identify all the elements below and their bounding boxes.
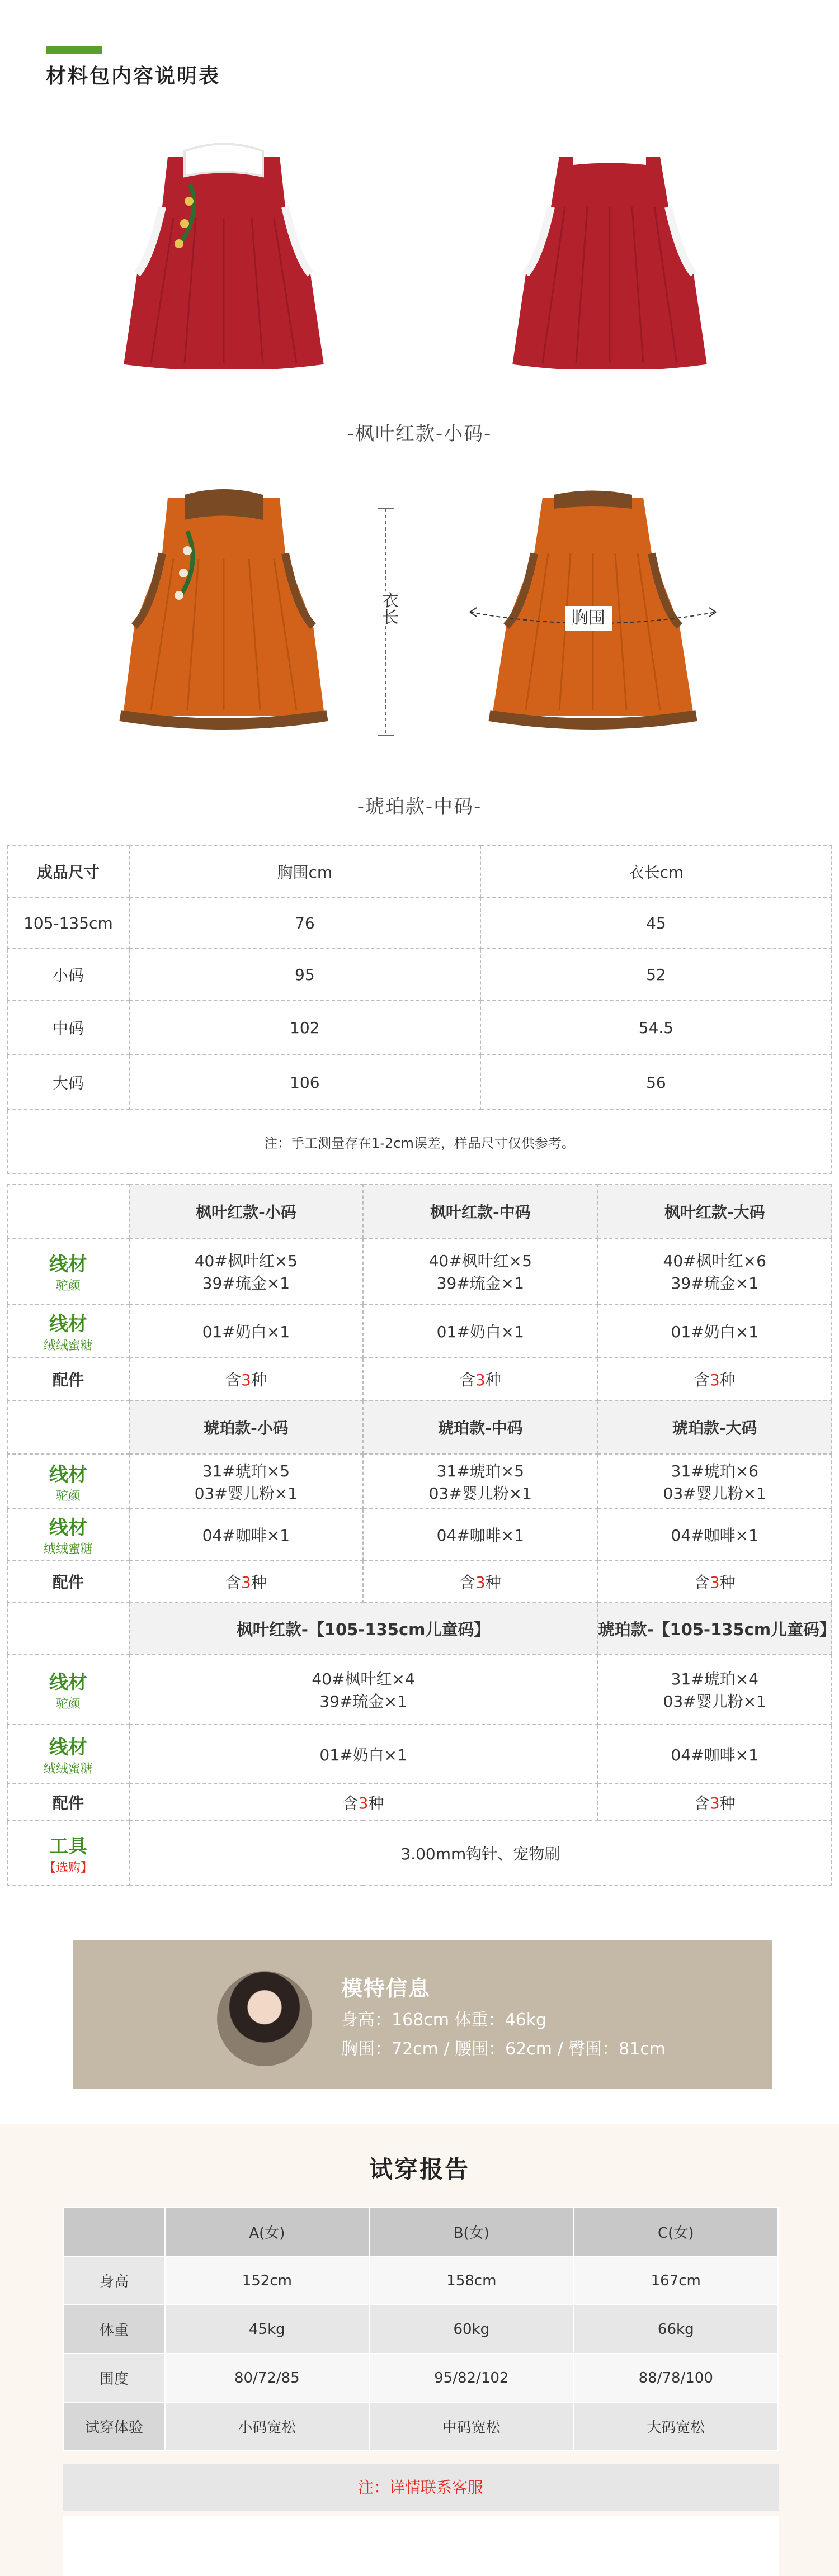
acc-prefix: 含 [459,1573,475,1592]
acc-suffix: 种 [485,1573,501,1592]
variant-header: 琥珀款-小码 [129,1400,363,1454]
yarn-line: 39#琉金×1 [319,1692,407,1711]
accessory-cell [363,1560,597,1603]
yarn-line: 40#枫叶红×5 [194,1252,298,1270]
empty-corner-cell [7,1400,129,1454]
material-table [7,1184,836,1886]
table-row [7,1654,832,1725]
acc-prefix: 含 [694,1573,710,1592]
table-row [7,1560,832,1603]
model-info-card [73,1940,772,2089]
model-info-line: 身高：168cm 体重：46kg [341,2010,547,2030]
yarn-row-label [7,1654,129,1725]
red-vest-back-image [475,134,744,391]
red-vest-front-image [89,134,358,391]
yarn-line: 31#琥珀×5 [202,1462,290,1480]
yarn-line: 31#琥珀×4 [671,1670,758,1688]
yarn-line: 39#琉金×1 [202,1274,290,1292]
table-row [63,2305,778,2354]
yarn-row-label [7,1454,129,1509]
acc-count: 3 [241,1371,251,1389]
accessory-cell [129,1784,598,1821]
acc-count: 3 [475,1371,486,1389]
yarn2-row-label [7,1304,129,1358]
amber-vest-front-image [84,481,364,744]
amber-vest-caption: -琥珀款-中码- [357,795,482,818]
model-avatar [217,1971,312,2066]
report-cell: 45kg [165,2305,369,2354]
report-cell: 60kg [369,2305,573,2354]
chest-cell: 102 [129,1000,480,1055]
length-cell: 45 [480,897,832,949]
chest-cell: 95 [129,949,480,1000]
accessory-row-label: 配件 [7,1560,129,1603]
report-col-header: B(女) [369,2208,573,2256]
yarn-cell: 04#咖啡×1 [597,1725,832,1784]
report-row-label: 身高 [63,2256,165,2305]
accessory-row-label: 配件 [7,1784,129,1821]
chest-cell: 106 [129,1055,480,1110]
tool-optional-label: 【选购】 [43,1861,93,1875]
report-header-row [63,2208,778,2256]
report-cell: 80/72/85 [165,2354,369,2402]
report-title: 试穿报告 [369,2156,470,2183]
size-cell: 大码 [7,1055,129,1110]
chest-cell: 76 [129,897,480,949]
table-row [7,1725,832,1784]
yarn-line: 03#婴儿粉×1 [663,1484,766,1503]
report-table [63,2207,779,2451]
report-cell: 66kg [574,2305,778,2354]
material-group1-header [7,1185,832,1238]
acc-count: 3 [709,1794,720,1812]
acc-prefix: 含 [694,1371,710,1389]
header-accent-bar [46,46,102,54]
size-table [7,845,832,1174]
report-row-label: 体重 [63,2305,165,2354]
accessory-cell [597,1358,832,1400]
empty-corner-cell [7,1603,129,1654]
report-col-header: A(女) [165,2208,369,2256]
table-row [7,897,832,949]
table-row [7,1304,832,1358]
yarn-label: 线材 [49,1313,87,1336]
material-group3-header [7,1603,832,1654]
model-info-line: 胸围：72cm / 腰围：62cm / 臀围：81cm [341,2039,666,2059]
table-row [7,1358,832,1400]
yarn-line: 40#枫叶红×6 [663,1252,766,1270]
length-col-header: 衣长cm [480,846,832,897]
variant-header: 枫叶红款-中码 [363,1185,597,1238]
yarn-sub-label: 绒绒蜜糖 [43,1542,93,1556]
report-cell: 158cm [369,2256,573,2305]
table-row [7,1821,832,1886]
acc-suffix: 种 [251,1573,267,1592]
yarn-line: 39#琉金×1 [671,1274,758,1292]
report-row-label: 围度 [63,2354,165,2402]
variant-header: 琥珀款-中码 [363,1400,597,1454]
yarn-row-label [7,1238,129,1304]
acc-suffix: 种 [719,1794,736,1812]
yarn-line: 40#枫叶红×5 [428,1252,532,1270]
acc-count: 3 [358,1794,369,1812]
yarn-line: 40#枫叶红×4 [312,1670,415,1688]
accessory-cell [597,1784,832,1821]
size-table-header [7,846,832,897]
report-cell: 88/78/100 [574,2354,778,2402]
table-row [7,1454,832,1509]
yarn-cell: 01#奶白×1 [129,1304,363,1358]
yarn-cell [597,1238,832,1304]
length-cell: 56 [480,1055,832,1110]
yarn-line: 03#婴儿粉×1 [194,1484,298,1503]
yarn-cell: 04#咖啡×1 [129,1509,363,1560]
yarn-label: 线材 [49,1517,87,1539]
acc-prefix: 含 [342,1794,359,1812]
yarn-line: 03#婴儿粉×1 [663,1692,766,1711]
yarn-label: 线材 [49,1736,87,1759]
chest-label: 胸围 [565,606,612,631]
acc-prefix: 含 [694,1794,710,1812]
report-cell: 小码宽松 [165,2402,369,2451]
yarn-line: 39#琉金×1 [436,1274,524,1292]
variant-header: 琥珀款-【105-135cm儿童码】 [597,1603,832,1654]
yarn-cell [363,1454,597,1509]
yarn-sub-label: 驼颜 [55,1697,81,1711]
table-row [7,1784,832,1821]
table-row [63,2402,778,2451]
accessory-cell [597,1560,832,1603]
table-note-row [7,1110,832,1173]
acc-count: 3 [709,1573,720,1592]
yarn-sub-label: 驼颜 [55,1489,81,1503]
yarn-cell: 01#奶白×1 [129,1725,598,1784]
material-group2-header [7,1400,832,1454]
acc-suffix: 种 [368,1794,384,1812]
acc-prefix: 含 [225,1573,241,1592]
length-cell: 54.5 [480,1000,832,1055]
yarn-line: 03#婴儿粉×1 [428,1484,532,1503]
page-title: 材料包内容说明表 [46,65,221,88]
yarn2-row-label [7,1725,129,1784]
length-cell: 52 [480,949,832,1000]
variant-header: 琥珀款-大码 [597,1400,832,1454]
size-cell: 小码 [7,949,129,1000]
yarn-label: 线材 [49,1253,87,1276]
acc-suffix: 种 [251,1371,267,1389]
tool-cell: 3.00mm钩针、宠物刷 [129,1821,832,1886]
length-label: 衣长 [374,591,398,625]
yarn-cell [363,1238,597,1304]
acc-suffix: 种 [719,1371,736,1389]
report-cell: 大码宽松 [574,2402,778,2451]
table-row [7,1238,832,1304]
yarn-cell [129,1454,363,1509]
variant-header: 枫叶红款-小码 [129,1185,363,1238]
report-cell: 152cm [165,2256,369,2305]
acc-count: 3 [475,1573,486,1592]
report-corner-cell [63,2208,165,2256]
yarn-cell [129,1654,598,1725]
accessory-cell [129,1358,363,1400]
size-cell: 中码 [7,1000,129,1055]
acc-count: 3 [709,1371,720,1389]
accessory-cell [129,1560,363,1603]
yarn-cell: 01#奶白×1 [363,1304,597,1358]
yarn-cell: 04#咖啡×1 [363,1509,597,1560]
report-col-header: C(女) [574,2208,778,2256]
yarn-line: 31#琥珀×5 [436,1462,524,1480]
report-cell: 95/82/102 [369,2354,573,2402]
acc-suffix: 种 [719,1573,736,1592]
table-row [7,1055,832,1110]
report-footer-panel [63,2516,779,2576]
red-vest-caption: -枫叶红款-小码- [347,423,492,445]
acc-prefix: 含 [225,1371,241,1389]
report-cell: 中码宽松 [369,2402,573,2451]
size-cell: 105-135cm [7,897,129,949]
acc-prefix: 含 [459,1371,475,1389]
variant-header: 枫叶红款-【105-135cm儿童码】 [129,1603,598,1654]
table-row [63,2354,778,2402]
report-row-label: 试穿体验 [63,2402,165,2451]
acc-suffix: 种 [485,1371,501,1389]
yarn-cell [597,1454,832,1509]
yarn-sub-label: 绒绒蜜糖 [43,1762,93,1776]
yarn-label: 线材 [49,1464,87,1486]
report-note: 注：详情联系客服 [63,2464,779,2511]
acc-count: 3 [241,1573,251,1592]
size-col-header: 成品尺寸 [7,846,129,897]
yarn-sub-label: 驼颜 [55,1279,81,1293]
tool-row-label [7,1821,129,1886]
yarn-cell [597,1654,832,1725]
yarn2-row-label [7,1509,129,1560]
model-info-title: 模特信息 [341,1976,431,2001]
yarn-cell: 04#咖啡×1 [597,1509,832,1560]
empty-corner-cell [7,1185,129,1238]
yarn-line: 31#琥珀×6 [671,1462,758,1480]
accessory-row-label: 配件 [7,1358,129,1400]
table-row [63,2256,778,2305]
yarn-cell: 01#奶白×1 [597,1304,832,1358]
yarn-cell [129,1238,363,1304]
yarn-sub-label: 绒绒蜜糖 [43,1339,93,1353]
chest-col-header: 胸围cm [129,846,480,897]
yarn-label: 线材 [49,1671,87,1694]
table-row [7,1000,832,1055]
accessory-cell [363,1358,597,1400]
report-cell: 167cm [574,2256,778,2305]
size-note: 注：手工测量存在1-2cm误差，样品尺寸仅供参考。 [7,1110,832,1173]
tool-label: 工具 [49,1835,87,1858]
variant-header: 枫叶红款-大码 [597,1185,832,1238]
table-row [7,1509,832,1560]
table-row [7,949,832,1000]
